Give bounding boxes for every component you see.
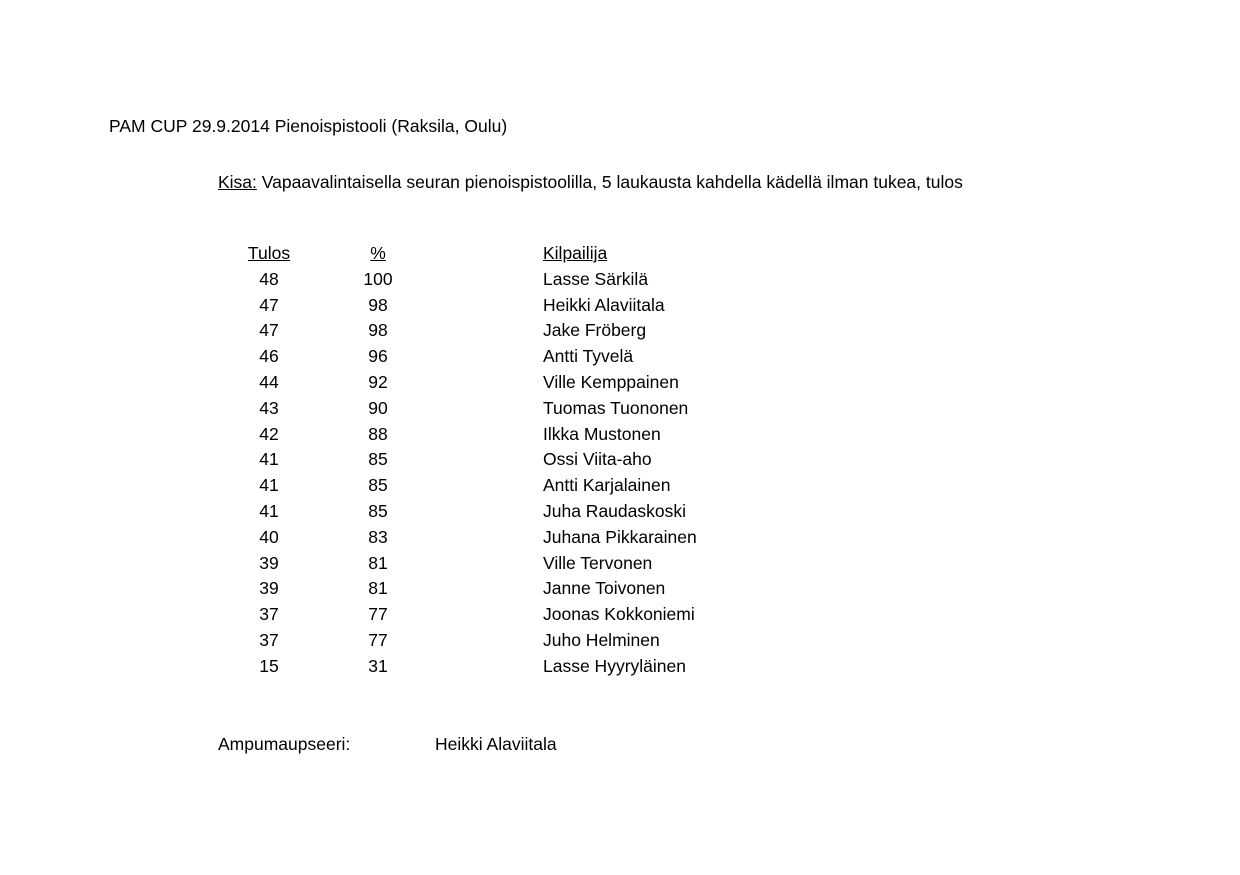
competition-description (218, 170, 978, 195)
cell-tulos: 43 (259, 397, 279, 418)
cell-kilpailija: Tuomas Tuononen (543, 397, 689, 418)
results-body (218, 268, 918, 684)
cell-tulos: 41 (259, 500, 279, 521)
cell-percent: 81 (368, 578, 388, 599)
cell-kilpailija: Lasse Särkilä (543, 268, 649, 289)
table-row (218, 348, 918, 374)
cell-tulos: 44 (259, 371, 279, 392)
cell-percent: 96 (368, 346, 388, 367)
cell-percent: 92 (368, 371, 388, 392)
cell-percent: 77 (368, 629, 388, 650)
table-row (218, 477, 918, 503)
cell-tulos: 39 (259, 552, 279, 573)
table-row (218, 526, 918, 555)
cell-tulos: 48 (259, 268, 279, 289)
cell-percent: 85 (368, 500, 388, 521)
cell-kilpailija: Ilkka Mustonen (543, 423, 661, 444)
officer-label: Ampumaupseeri: (218, 734, 351, 754)
column-header-tulos: Tulos (247, 243, 291, 263)
cell-tulos: 37 (259, 604, 279, 625)
cell-tulos: 46 (259, 346, 279, 367)
table-row (218, 397, 918, 426)
table-row (218, 423, 918, 452)
cell-kilpailija: Heikki Alaviitala (543, 294, 665, 315)
table-row (218, 268, 918, 297)
officer-name: Heikki Alaviitala (435, 734, 557, 754)
cell-percent: 77 (368, 604, 388, 625)
cell-kilpailija: Ville Kemppainen (543, 371, 679, 392)
table-row (218, 606, 918, 632)
cell-kilpailija: Antti Karjalainen (543, 475, 671, 496)
cell-percent: 81 (368, 552, 388, 573)
cell-percent: 83 (368, 526, 388, 547)
cell-kilpailija: Juho Helminen (543, 629, 660, 650)
cell-tulos: 42 (259, 423, 279, 444)
cell-percent: 98 (368, 294, 388, 315)
column-header-percent: % (370, 243, 386, 263)
range-officer (218, 736, 718, 758)
cell-percent: 31 (368, 655, 388, 676)
cell-percent: 85 (368, 449, 388, 470)
cell-kilpailija: Lasse Hyyryläinen (543, 655, 686, 676)
results-table (218, 245, 918, 684)
table-row (218, 322, 918, 348)
cell-tulos: 39 (259, 578, 279, 599)
cell-tulos: 15 (259, 655, 279, 676)
cell-kilpailija: Juhana Pikkarainen (543, 526, 697, 547)
table-row (218, 629, 918, 658)
cell-percent: 85 (368, 475, 388, 496)
cell-percent: 88 (368, 423, 388, 444)
cell-tulos: 41 (259, 449, 279, 470)
table-row (218, 451, 918, 477)
cell-kilpailija: Juha Raudaskoski (543, 500, 686, 521)
cell-kilpailija: Ossi Viita-aho (543, 449, 652, 470)
cell-tulos: 47 (259, 294, 279, 315)
cell-percent: 98 (368, 320, 388, 341)
table-row (218, 294, 918, 323)
column-header-kilpailija: Kilpailija (543, 243, 608, 263)
kisa-label: Kisa: (218, 172, 257, 192)
table-row (218, 580, 918, 606)
cell-tulos: 37 (259, 629, 279, 650)
cell-kilpailija: Jake Fröberg (543, 320, 647, 341)
cell-tulos: 41 (259, 475, 279, 496)
table-row (218, 500, 918, 529)
cell-kilpailija: Antti Tyvelä (543, 346, 634, 367)
document-title: PAM CUP 29.9.2014 Pienoispistooli (Raksila, Oulu) (109, 116, 508, 136)
cell-percent: 100 (363, 268, 393, 289)
cell-percent: 90 (368, 397, 388, 418)
table-row (218, 552, 918, 581)
results-header-row (218, 245, 918, 271)
table-row (218, 655, 918, 684)
cell-kilpailija: Ville Tervonen (543, 552, 653, 573)
kisa-text: Vapaavalintaisella seuran pienoispistoolilla, 5 laukausta kahdella kädellä ilman tukea, tulos (256, 172, 963, 192)
table-row (218, 371, 918, 400)
cell-tulos: 40 (259, 526, 279, 547)
cell-kilpailija: Joonas Kokkoniemi (543, 604, 695, 625)
cell-tulos: 47 (259, 320, 279, 341)
cell-kilpailija: Janne Toivonen (543, 578, 666, 599)
